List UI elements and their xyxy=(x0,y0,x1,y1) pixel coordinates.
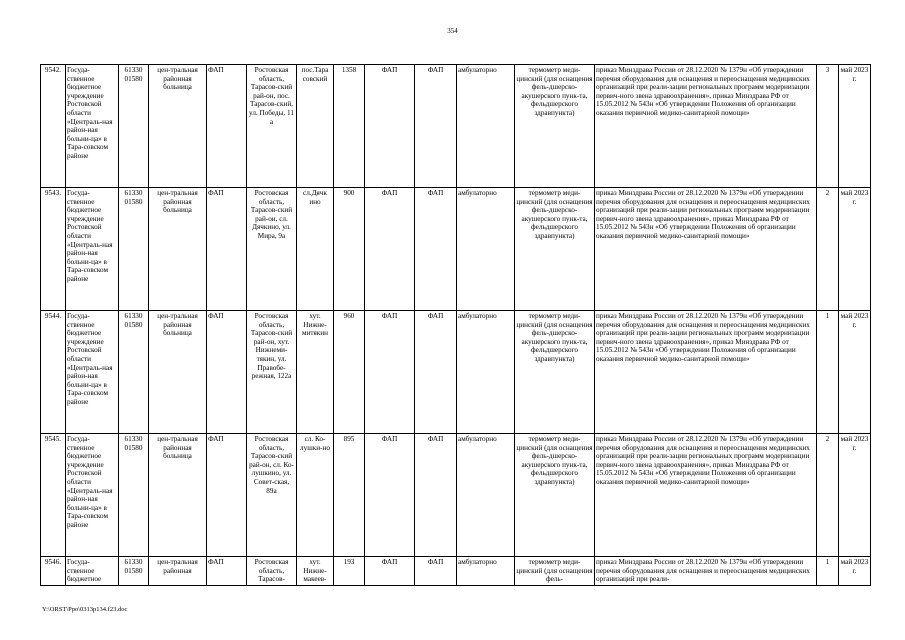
organization-code-cell: 61330 01580 xyxy=(119,188,149,311)
organization-name-cell: Госуда-ственное бюджетное xyxy=(66,557,119,586)
table-row xyxy=(41,65,871,188)
delivery-term-cell: май 2023 г. xyxy=(839,311,871,434)
table-row xyxy=(41,311,871,434)
quantity-cell: 1 xyxy=(817,557,839,586)
delivery-term-cell: май 2023 г. xyxy=(839,557,871,586)
delivery-term-cell: май 2023 г. xyxy=(839,65,871,188)
settlement-name-cell: хут. Нижне-макеев- xyxy=(297,557,334,586)
equipment-name-cell: термометр меди-цинский (для оснащения фель-дшерско-акушерского пунк-та, фельдшерского здравпункта) xyxy=(515,311,595,434)
care-mode-cell: амбулаторно xyxy=(457,188,515,311)
page-number: 354 xyxy=(447,27,458,35)
facility-address-cell: Ростовская область, Тарасов-ский рай-он, пос. Тарасов-ский, ул. Победы, 11 а xyxy=(247,65,297,188)
table-row xyxy=(41,434,871,557)
population-count-cell: 895 xyxy=(334,434,365,557)
organization-code-cell: 61330 01580 xyxy=(119,434,149,557)
table-row xyxy=(41,557,871,586)
facility-parent-cell: цен-тральная районная больница xyxy=(149,434,207,557)
equipment-name-cell: термометр меди-цинский (для оснащения фель-дшерско-акушерского пунк-та, фельдшерского здравпункта) xyxy=(515,65,595,188)
care-mode-cell: амбулаторно xyxy=(457,311,515,434)
organization-name-cell: Госуда-ственное бюджетное учреждение Ростовской области «Централь-ная район-ная больни-ца» в Тара-совском районе xyxy=(66,434,119,557)
organization-code-cell: 61330 01580 xyxy=(119,311,149,434)
legal-basis-cell: приказ Минздрава России от 28.12.2020 № 1379н «Об утверждении перечня оборудования для оснащения и переоснащения медицинских организаций при реали-зации региональных программ модернизации первич-ного звена здравоохранения», приказ Минздрава РФ от 15.05.2012 № 543н «Об утверждении Положения об организации оказания первичной медико-санитарной помощи» xyxy=(595,311,817,434)
organization-name-cell: Госуда-ственное бюджетное учреждение Ростовской области «Централь-ная район-ная больни-ца» в Тара-совском районе xyxy=(66,311,119,434)
facility-type-cell: ФАП xyxy=(207,65,247,188)
facility-type-cell: ФАП xyxy=(207,434,247,557)
care-mode-cell: амбулаторно xyxy=(457,65,515,188)
facility-parent-cell: цен-тральная районная больница xyxy=(149,188,207,311)
equipment-name-cell: термометр меди-цинский (для оснащения фель-дшерско-акушерского пунк-та, фельдшерского здравпункта) xyxy=(515,434,595,557)
quantity-cell: 2 xyxy=(817,434,839,557)
unit-subtype-cell: ФАП xyxy=(415,65,457,188)
delivery-term-cell: май 2023 г. xyxy=(839,188,871,311)
settlement-name-cell: хут. Нижне-митякин xyxy=(297,311,334,434)
facility-type-cell: ФАП xyxy=(207,557,247,586)
equipment-name-cell: термометр меди-цинский (для оснащения фель-дшерско-акушерского пунк-та, фельдшерского здравпункта) xyxy=(515,188,595,311)
row-number-cell: 9543. xyxy=(41,188,66,311)
facility-type-cell: ФАП xyxy=(207,188,247,311)
legal-basis-cell: приказ Минздрава России от 28.12.2020 № 1379н «Об утверждении перечня оборудования для оснащения и переоснащения медицинских организаций при реали- xyxy=(595,557,817,586)
unit-type-cell: ФАП xyxy=(365,311,415,434)
row-number-cell: 9546. xyxy=(41,557,66,586)
table-body xyxy=(41,65,871,586)
footer-file-path: Y:\ORST\Ppo\0313p134.f23.doc xyxy=(42,606,128,613)
settlement-name-cell: пос.Тара совский xyxy=(297,65,334,188)
care-mode-cell: амбулаторно xyxy=(457,434,515,557)
unit-subtype-cell: ФАП xyxy=(415,557,457,586)
legal-basis-cell: приказ Минздрава России от 28.12.2020 № 1379н «Об утверждении перечня оборудования для оснащения и переоснащения медицинских организаций при реали-зации региональных программ модернизации первич-ного звена здравоохранения», приказ Минздрава РФ от 15.05.2012 № 543н «Об утверждении Положения об организации оказания первичной медико-санитарной помощи» xyxy=(595,434,817,557)
population-count-cell: 900 xyxy=(334,188,365,311)
organization-code-cell: 61330 01580 xyxy=(119,65,149,188)
unit-subtype-cell: ФАП xyxy=(415,311,457,434)
quantity-cell: 3 xyxy=(817,65,839,188)
unit-subtype-cell: ФАП xyxy=(415,188,457,311)
quantity-cell: 2 xyxy=(817,188,839,311)
facility-address-cell: Ростовская область, Тарасов-ский рай-он, хут. Нижнеми-тякин, ул. Правобе-режная, 122а xyxy=(247,311,297,434)
facility-address-cell: Ростовская область, Тарасов-ский рай-он, сл. Ко-лушкино, ул. Совет-ская, 89а xyxy=(247,434,297,557)
legal-basis-cell: приказ Минздрава России от 28.12.2020 № 1379н «Об утверждении перечня оборудования для оснащения и переоснащения медицинских организаций при реали-зации региональных программ модернизации первич-ного звена здравоохранения», приказ Минздрава РФ от 15.05.2012 № 543н «Об утверждении Положения об организации оказания первичной медико-санитарной помощи» xyxy=(595,65,817,188)
delivery-term-cell: май 2023 г. xyxy=(839,434,871,557)
row-number-cell: 9545. xyxy=(41,434,66,557)
facility-type-cell: ФАП xyxy=(207,311,247,434)
population-count-cell: 193 xyxy=(334,557,365,586)
facility-parent-cell: цен-тральная районная xyxy=(149,557,207,586)
facility-parent-cell: цен-тральная районная больница xyxy=(149,311,207,434)
care-mode-cell: амбулаторно xyxy=(457,557,515,586)
facility-address-cell: Ростовская область, Тарасов- xyxy=(247,557,297,586)
row-number-cell: 9542. xyxy=(41,65,66,188)
organization-code-cell: 61330 01580 xyxy=(119,557,149,586)
organization-name-cell: Госуда-ственное бюджетное учреждение Ростовской области «Централь-ная район-ная больни-ца» в Тара-совском районе xyxy=(66,65,119,188)
unit-type-cell: ФАП xyxy=(365,188,415,311)
table-row xyxy=(41,188,871,311)
quantity-cell: 1 xyxy=(817,311,839,434)
population-count-cell: 960 xyxy=(334,311,365,434)
settlement-name-cell: сл.Дячк ино xyxy=(297,188,334,311)
row-number-cell: 9544. xyxy=(41,311,66,434)
equipment-name-cell: термометр меди-цинский (для оснащения фель- xyxy=(515,557,595,586)
settlement-name-cell: сл. Ко-лушки-но xyxy=(297,434,334,557)
organization-name-cell: Госуда-ственное бюджетное учреждение Ростовской области «Централь-ная район-ная больни-ца» в Тара-совском районе xyxy=(66,188,119,311)
facility-parent-cell: цен-тральная районная больница xyxy=(149,65,207,188)
unit-type-cell: ФАП xyxy=(365,557,415,586)
unit-type-cell: ФАП xyxy=(365,65,415,188)
unit-type-cell: ФАП xyxy=(365,434,415,557)
facility-address-cell: Ростовская область, Тарасов-ский рай-он, сл. Дячкино, ул. Мира, 9а xyxy=(247,188,297,311)
equipment-table xyxy=(40,64,871,586)
legal-basis-cell: приказ Минздрава России от 28.12.2020 № 1379н «Об утверждении перечня оборудования для оснащения и переоснащения медицинских организаций при реали-зации региональных программ модернизации первич-ного звена здравоохранения», приказ Минздрава РФ от 15.05.2012 № 543н «Об утверждении Положения об организации оказания первичной медико-санитарной помощи» xyxy=(595,188,817,311)
population-count-cell: 1358 xyxy=(334,65,365,188)
unit-subtype-cell: ФАП xyxy=(415,434,457,557)
